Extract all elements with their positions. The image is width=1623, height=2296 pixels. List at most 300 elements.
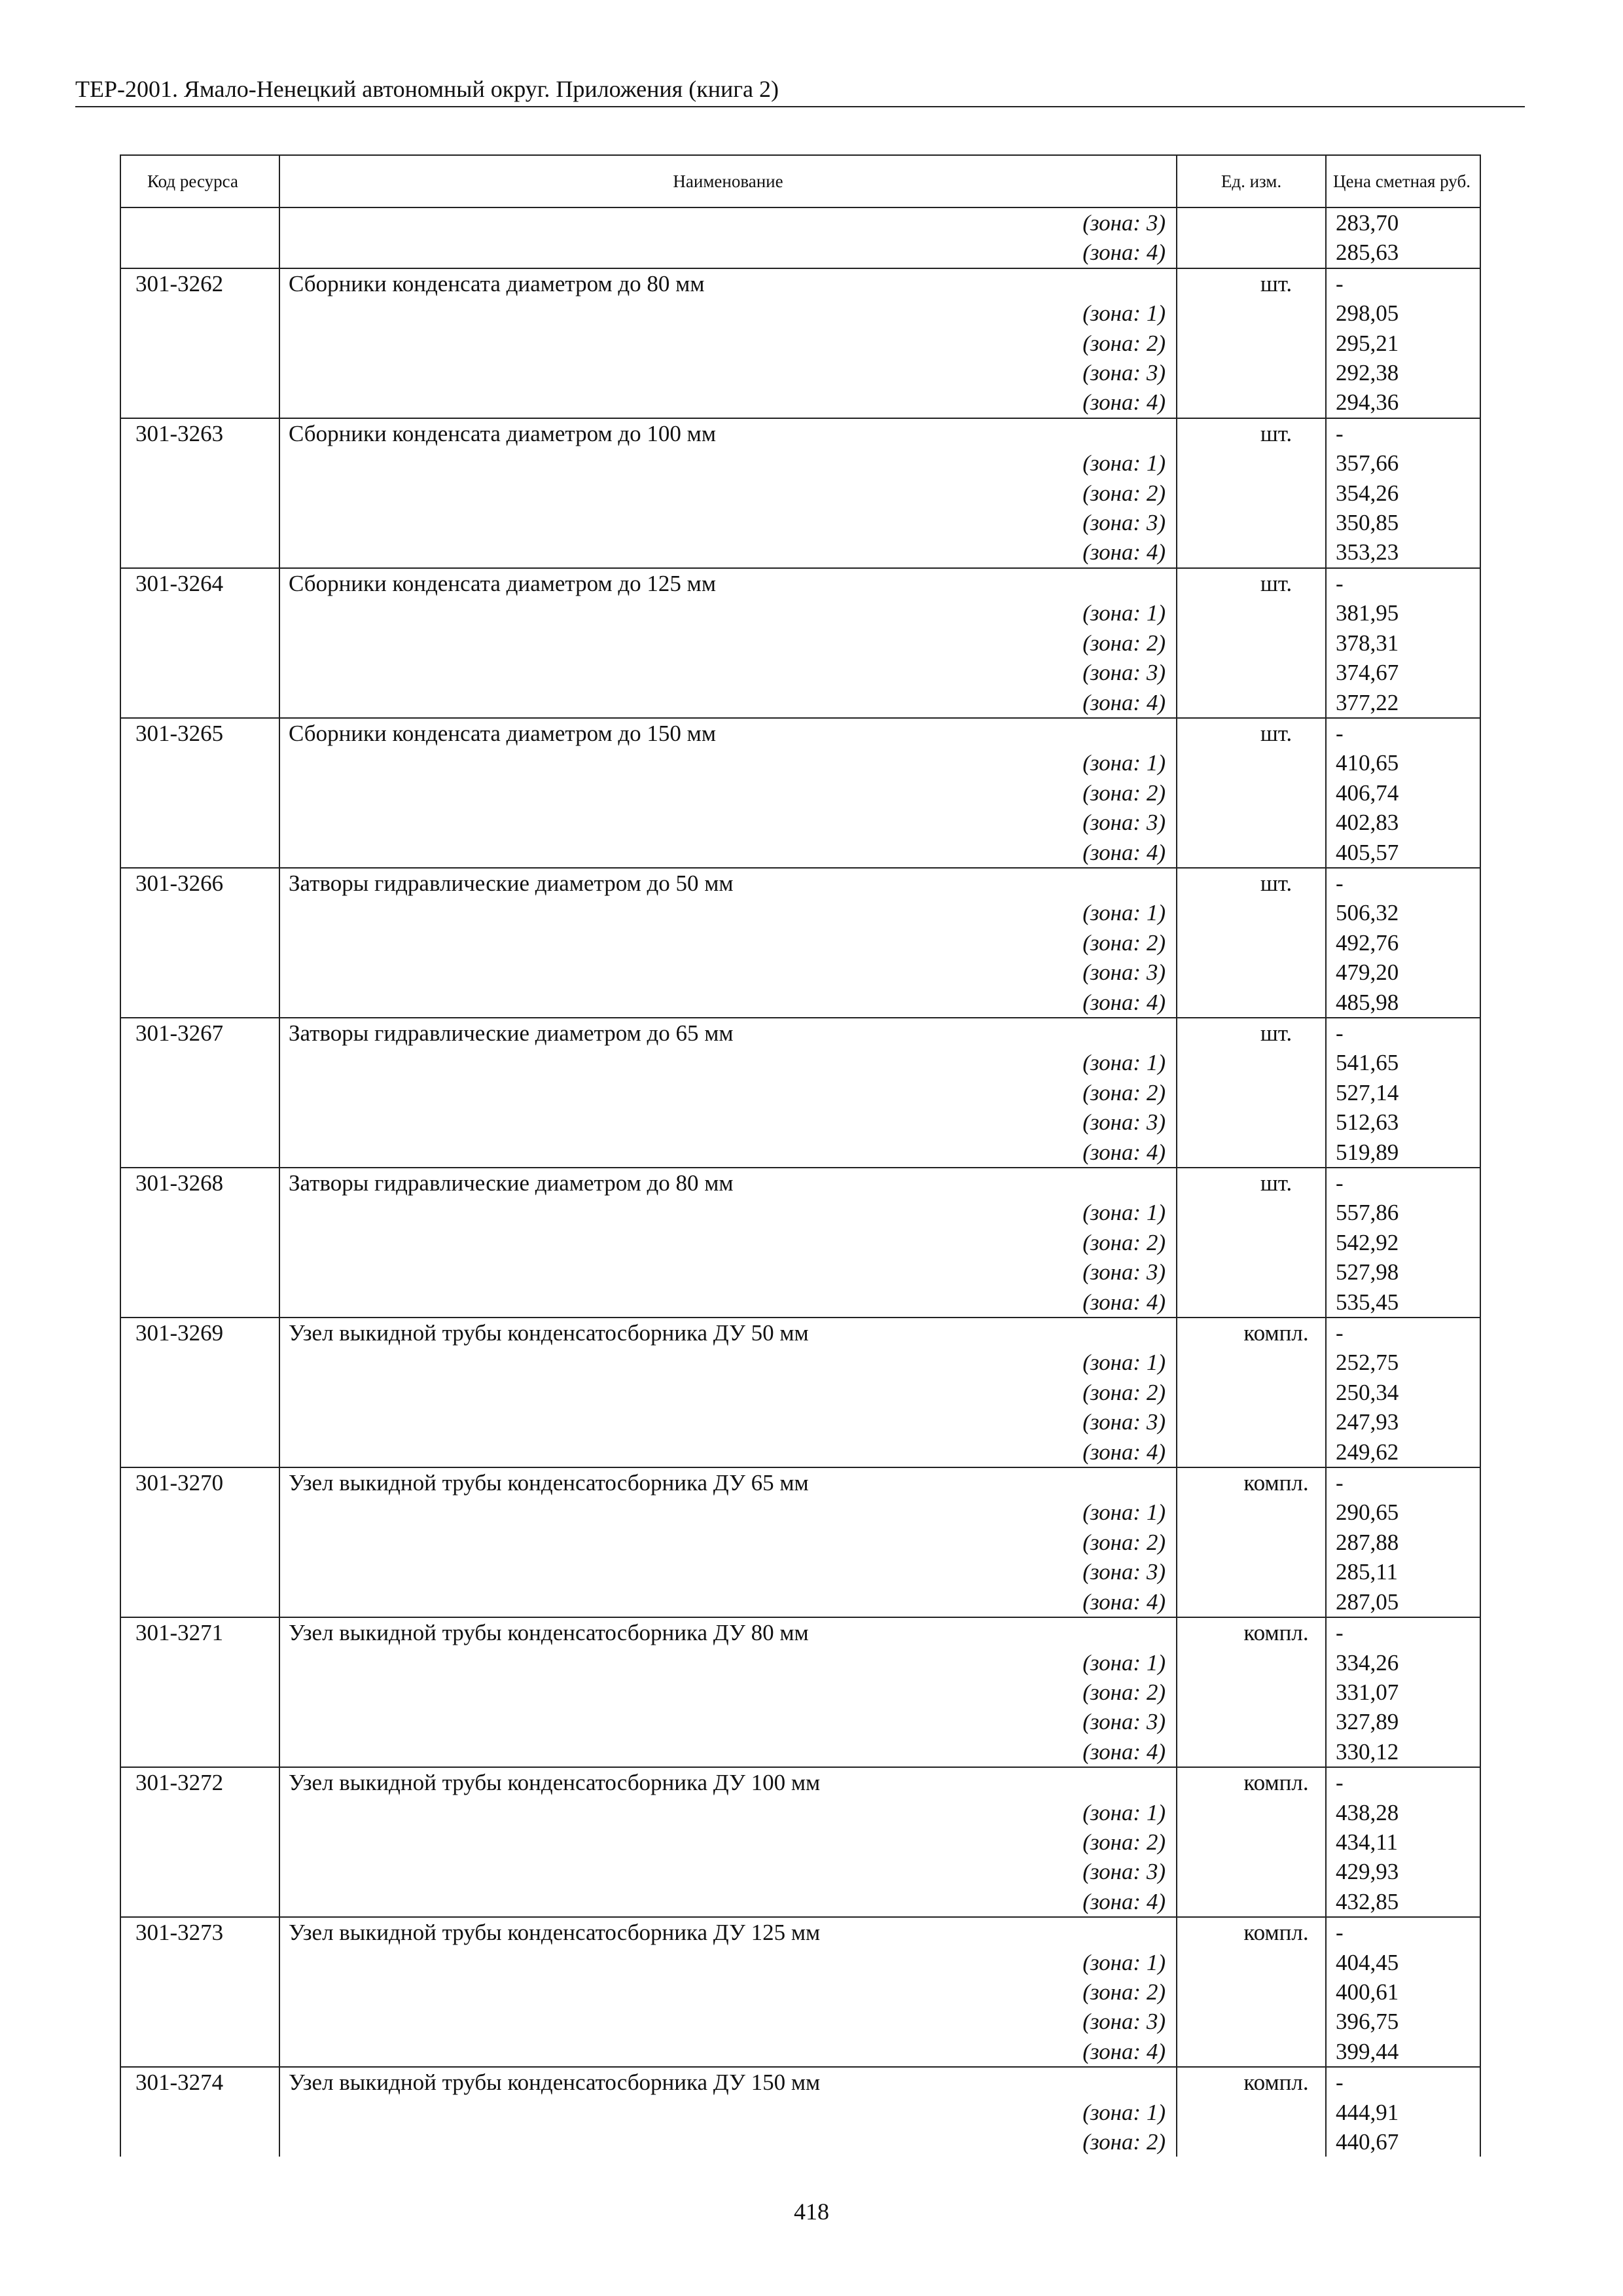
zone-label: (зона: 1) (279, 1198, 1177, 1227)
unit-cell-empty (1177, 928, 1326, 958)
zone-price: 247,93 (1326, 1407, 1480, 1437)
zone-price: 331,07 (1326, 1677, 1480, 1707)
resource-unit: компл. (1177, 1617, 1326, 1647)
unit-cell-empty (1177, 1498, 1326, 1527)
table-row (120, 418, 1480, 448)
zone-price: 298,05 (1326, 298, 1480, 328)
zone-row (120, 1498, 1480, 1527)
unit-cell-empty (1177, 658, 1326, 687)
zone-price: 542,92 (1326, 1228, 1480, 1257)
resource-code: 301-3263 (120, 418, 279, 448)
unit-cell-empty (1177, 1287, 1326, 1318)
resource-base-price: - (1326, 1617, 1480, 1647)
resource-code: 301-3268 (120, 1168, 279, 1198)
resource-item (120, 268, 1480, 418)
code-cell-empty (120, 598, 279, 628)
zone-price: 527,98 (1326, 1257, 1480, 1287)
code-cell-empty (120, 1648, 279, 1677)
zone-label: (зона: 2) (279, 778, 1177, 808)
zone-row (120, 1348, 1480, 1377)
zone-label: (зона: 3) (279, 1857, 1177, 1886)
zone-label: (зона: 3) (279, 1257, 1177, 1287)
resource-base-price: - (1326, 418, 1480, 448)
unit-cell-empty (1177, 1977, 1326, 2007)
resource-name: Узел выкидной трубы конденсатосборника ДУ 150 мм (279, 2067, 1177, 2097)
zone-price: 432,85 (1326, 1887, 1480, 1917)
zone-label: (зона: 2) (279, 2127, 1177, 2157)
code-cell-empty (120, 2098, 279, 2127)
resource-item (120, 568, 1480, 718)
zone-row (120, 898, 1480, 927)
zone-price: 292,38 (1326, 358, 1480, 387)
unit-cell-empty (1177, 808, 1326, 837)
zone-price: 557,86 (1326, 1198, 1480, 1227)
zone-price: 381,95 (1326, 598, 1480, 628)
unit-cell-empty (1177, 508, 1326, 537)
zone-label: (зона: 2) (279, 478, 1177, 508)
unit-cell-empty (1177, 1887, 1326, 1917)
resource-code: 301-3269 (120, 1318, 279, 1348)
header-code: Код ресурса (120, 155, 279, 207)
table-row (120, 868, 1480, 898)
zone-label: (зона: 4) (279, 1737, 1177, 1767)
zone-row (120, 778, 1480, 808)
resource-code: 301-3274 (120, 2067, 279, 2097)
resource-name: Затворы гидравлические диаметром до 50 мм (279, 868, 1177, 898)
zone-row (120, 1138, 1480, 1168)
zone-price: 506,32 (1326, 898, 1480, 927)
resource-unit: шт. (1177, 1168, 1326, 1198)
unit-cell-empty (1177, 1198, 1326, 1227)
resource-item (120, 1917, 1480, 2067)
code-cell-empty (120, 1437, 279, 1467)
zone-row (120, 478, 1480, 508)
zone-row (120, 1287, 1480, 1318)
unit-cell-empty (1177, 1437, 1326, 1467)
code-cell-empty (120, 898, 279, 927)
unit-cell-empty (1177, 1737, 1326, 1767)
code-cell-empty (120, 958, 279, 987)
resource-item (120, 1018, 1480, 1168)
zone-price: 353,23 (1326, 537, 1480, 567)
unit-cell-empty (1177, 2127, 1326, 2157)
table-row (120, 2067, 1480, 2097)
zone-row (120, 238, 1480, 268)
code-cell-empty (120, 1138, 279, 1168)
resource-base-price: - (1326, 268, 1480, 298)
resource-base-price: - (1326, 1318, 1480, 1348)
resource-name: Сборники конденсата диаметром до 150 мм (279, 718, 1177, 748)
zone-row (120, 628, 1480, 658)
zone-price: 287,88 (1326, 1528, 1480, 1557)
table-row (120, 568, 1480, 598)
zone-label: (зона: 2) (279, 1677, 1177, 1707)
code-cell-empty (120, 628, 279, 658)
zone-row (120, 387, 1480, 418)
zone-row (120, 2127, 1480, 2157)
code-cell-empty (120, 1948, 279, 1977)
resource-unit: компл. (1177, 2067, 1326, 2097)
zone-label: (зона: 4) (279, 838, 1177, 868)
zone-label: (зона: 1) (279, 1948, 1177, 1977)
table-row (120, 1018, 1480, 1048)
code-cell-empty (120, 329, 279, 358)
unit-cell-empty (1177, 1857, 1326, 1886)
code-cell-empty (120, 537, 279, 567)
zone-row (120, 1257, 1480, 1287)
zone-price: 252,75 (1326, 1348, 1480, 1377)
unit-cell-empty (1177, 387, 1326, 418)
resource-name: Узел выкидной трубы конденсатосборника ДУ 80 мм (279, 1617, 1177, 1647)
zone-row (120, 1078, 1480, 1107)
code-cell-empty (120, 478, 279, 508)
code-cell-empty (120, 2127, 279, 2157)
zone-row (120, 838, 1480, 868)
zone-price: 396,75 (1326, 2007, 1480, 2036)
zone-price: 434,11 (1326, 1827, 1480, 1857)
resource-code: 301-3273 (120, 1917, 279, 1947)
zone-label: (зона: 3) (279, 958, 1177, 987)
page-number: 418 (794, 2198, 829, 2225)
unit-cell-empty (1177, 448, 1326, 478)
unit-cell-empty (1177, 1707, 1326, 1736)
resource-base-price: - (1326, 568, 1480, 598)
unit-cell-empty (1177, 958, 1326, 987)
code-cell-empty (120, 448, 279, 478)
zone-price: 479,20 (1326, 958, 1480, 987)
zone-row (120, 1798, 1480, 1827)
unit-cell-empty (1177, 988, 1326, 1018)
resource-name: Узел выкидной трубы конденсатосборника ДУ 100 мм (279, 1767, 1177, 1797)
zone-row (120, 2098, 1480, 2127)
zone-label: (зона: 1) (279, 2098, 1177, 2127)
code-cell-empty (120, 298, 279, 328)
code-cell-empty (120, 688, 279, 718)
zone-row (120, 1407, 1480, 1437)
header-price: Цена сметная руб. (1326, 155, 1480, 207)
zone-label: (зона: 4) (279, 2037, 1177, 2067)
code-cell-empty (120, 1107, 279, 1137)
zone-label: (зона: 2) (279, 628, 1177, 658)
zone-row (120, 1198, 1480, 1227)
zone-price: 429,93 (1326, 1857, 1480, 1886)
zone-label: (зона: 3) (279, 1407, 1177, 1437)
code-cell-empty (120, 1498, 279, 1527)
resource-item (120, 1467, 1480, 1617)
table-row (120, 1917, 1480, 1947)
unit-cell-empty (1177, 537, 1326, 567)
resource-item (120, 1767, 1480, 1917)
resource-base-price: - (1326, 1767, 1480, 1797)
zone-label: (зона: 2) (279, 1078, 1177, 1107)
resource-base-price: - (1326, 1467, 1480, 1498)
zone-row (120, 1648, 1480, 1677)
unit-cell-empty (1177, 1348, 1326, 1377)
resource-unit: шт. (1177, 718, 1326, 748)
zone-row (120, 508, 1480, 537)
table-row (120, 268, 1480, 298)
unit-cell-empty (1177, 358, 1326, 387)
resource-unit: компл. (1177, 1318, 1326, 1348)
zone-label: (зона: 4) (279, 238, 1177, 268)
code-cell-empty (120, 1228, 279, 1257)
unit-cell-empty (1177, 778, 1326, 808)
code-cell-empty (120, 1827, 279, 1857)
zone-row (120, 1048, 1480, 1077)
zone-label: (зона: 4) (279, 1138, 1177, 1168)
zone-label: (зона: 1) (279, 448, 1177, 478)
zone-label: (зона: 2) (279, 1827, 1177, 1857)
zone-price: 294,36 (1326, 387, 1480, 418)
resource-unit: компл. (1177, 1767, 1326, 1797)
zone-label: (зона: 1) (279, 898, 1177, 927)
table-row (120, 1767, 1480, 1797)
resource-base-price: - (1326, 718, 1480, 748)
zone-label: (зона: 2) (279, 1228, 1177, 1257)
zone-row (120, 1948, 1480, 1977)
resource-name: Сборники конденсата диаметром до 80 мм (279, 268, 1177, 298)
code-cell-empty (120, 1737, 279, 1767)
resource-base-price: - (1326, 2067, 1480, 2097)
zone-price: 374,67 (1326, 658, 1480, 687)
code-cell-empty (120, 387, 279, 418)
table-row (120, 718, 1480, 748)
zone-price: 378,31 (1326, 628, 1480, 658)
resource-name: Затворы гидравлические диаметром до 65 мм (279, 1018, 1177, 1048)
code-cell-empty (120, 1078, 279, 1107)
resource-unit: компл. (1177, 1467, 1326, 1498)
running-header: ТЕР-2001. Ямало-Ненецкий автономный округ. Приложения (книга 2) (75, 73, 1525, 107)
zone-price: 406,74 (1326, 778, 1480, 808)
zone-row (120, 988, 1480, 1018)
resource-code: 301-3264 (120, 568, 279, 598)
code-cell-empty (120, 748, 279, 778)
unit-cell-empty (1177, 1407, 1326, 1437)
zone-label: (зона: 3) (279, 508, 1177, 537)
unit-cell-empty (1177, 1048, 1326, 1077)
unit-cell-empty (1177, 478, 1326, 508)
table-row (120, 1467, 1480, 1498)
zone-row (120, 329, 1480, 358)
code-cell-empty (120, 808, 279, 837)
code-cell-empty (120, 358, 279, 387)
header-name: Наименование (279, 155, 1177, 207)
resource-base-price: - (1326, 1168, 1480, 1198)
unit-cell-empty (1177, 1587, 1326, 1617)
code-cell-empty (120, 1287, 279, 1318)
code-cell-empty (120, 1257, 279, 1287)
zone-label: (зона: 1) (279, 1498, 1177, 1527)
zone-price: 334,26 (1326, 1648, 1480, 1677)
zone-label: (зона: 4) (279, 537, 1177, 567)
code-cell-empty (120, 508, 279, 537)
code-cell-empty (120, 1798, 279, 1827)
zone-label: (зона: 4) (279, 1587, 1177, 1617)
zone-price: 377,22 (1326, 688, 1480, 718)
zone-price: 535,45 (1326, 1287, 1480, 1318)
code-cell-empty (120, 928, 279, 958)
zone-label: (зона: 1) (279, 1048, 1177, 1077)
zone-label: (зона: 2) (279, 1977, 1177, 2007)
code-cell-empty (120, 778, 279, 808)
zone-row (120, 2007, 1480, 2036)
zone-row (120, 958, 1480, 987)
table-row (120, 1318, 1480, 1348)
price-table (120, 154, 1481, 2157)
code-cell-empty (120, 1407, 279, 1437)
zone-label: (зона: 4) (279, 1437, 1177, 1467)
zone-price: 290,65 (1326, 1498, 1480, 1527)
resource-item (120, 868, 1480, 1018)
zone-price: 440,67 (1326, 2127, 1480, 2157)
zone-price: 405,57 (1326, 838, 1480, 868)
zone-row (120, 658, 1480, 687)
unit-cell-empty (1177, 1798, 1326, 1827)
zone-price: 327,89 (1326, 1707, 1480, 1736)
code-cell-empty (120, 1707, 279, 1736)
zone-price: 541,65 (1326, 1048, 1480, 1077)
resource-code: 301-3266 (120, 868, 279, 898)
unit-cell-empty (1177, 1107, 1326, 1137)
zone-label: (зона: 3) (279, 1107, 1177, 1137)
zone-label: (зона: 4) (279, 988, 1177, 1018)
zone-row (120, 448, 1480, 478)
zone-price: 354,26 (1326, 478, 1480, 508)
resource-item (120, 1617, 1480, 1767)
zone-price: 402,83 (1326, 808, 1480, 837)
unit-cell-empty (1177, 207, 1326, 238)
zone-row (120, 598, 1480, 628)
resource-base-price: - (1326, 1917, 1480, 1947)
unit-cell-empty (1177, 1948, 1326, 1977)
unit-cell-empty (1177, 238, 1326, 268)
zone-price: 519,89 (1326, 1138, 1480, 1168)
resource-code: 301-3271 (120, 1617, 279, 1647)
unit-cell-empty (1177, 1228, 1326, 1257)
resource-code: 301-3262 (120, 268, 279, 298)
zone-row (120, 1228, 1480, 1257)
resource-item (120, 718, 1480, 868)
resource-item (120, 1168, 1480, 1318)
zone-row (120, 1827, 1480, 1857)
resource-name: Сборники конденсата диаметром до 100 мм (279, 418, 1177, 448)
zone-price: 512,63 (1326, 1107, 1480, 1137)
resource-name: Сборники конденсата диаметром до 125 мм (279, 568, 1177, 598)
header-unit: Ед. изм. (1177, 155, 1326, 207)
code-cell-empty (120, 838, 279, 868)
resource-name: Затворы гидравлические диаметром до 80 мм (279, 1168, 1177, 1198)
zone-label: (зона: 2) (279, 928, 1177, 958)
zone-label: (зона: 1) (279, 298, 1177, 328)
code-cell-empty (120, 1528, 279, 1557)
code-cell-empty (120, 207, 279, 238)
code-cell-empty (120, 658, 279, 687)
unit-cell-empty (1177, 1677, 1326, 1707)
zone-price: 444,91 (1326, 2098, 1480, 2127)
unit-cell-empty (1177, 688, 1326, 718)
zone-row (120, 1887, 1480, 1917)
resource-unit: шт. (1177, 418, 1326, 448)
code-cell-empty (120, 1977, 279, 2007)
unit-cell-empty (1177, 329, 1326, 358)
unit-cell-empty (1177, 898, 1326, 927)
table-row (120, 1168, 1480, 1198)
code-cell-empty (120, 238, 279, 268)
zone-price: 485,98 (1326, 988, 1480, 1018)
zone-label: (зона: 4) (279, 1287, 1177, 1318)
zone-price: 285,63 (1326, 238, 1480, 268)
zone-row (120, 1587, 1480, 1617)
zone-row (120, 2037, 1480, 2067)
unit-cell-empty (1177, 1528, 1326, 1557)
zone-row (120, 1977, 1480, 2007)
zone-price: 350,85 (1326, 508, 1480, 537)
unit-cell-empty (1177, 1138, 1326, 1168)
unit-cell-empty (1177, 598, 1326, 628)
zone-price: 399,44 (1326, 2037, 1480, 2067)
continuation-rows (120, 207, 1480, 268)
zone-price: 400,61 (1326, 1977, 1480, 2007)
zone-label: (зона: 1) (279, 1798, 1177, 1827)
zone-price: 283,70 (1326, 207, 1480, 238)
code-cell-empty (120, 988, 279, 1018)
zone-price: 250,34 (1326, 1378, 1480, 1407)
zone-price: 438,28 (1326, 1798, 1480, 1827)
unit-cell-empty (1177, 1827, 1326, 1857)
resource-name: Узел выкидной трубы конденсатосборника ДУ 125 мм (279, 1917, 1177, 1947)
resource-code: 301-3272 (120, 1767, 279, 1797)
zone-label: (зона: 3) (279, 1707, 1177, 1736)
code-cell-empty (120, 1378, 279, 1407)
code-cell-empty (120, 1198, 279, 1227)
zone-row (120, 537, 1480, 567)
code-cell-empty (120, 1348, 279, 1377)
unit-cell-empty (1177, 1078, 1326, 1107)
zone-price: 410,65 (1326, 748, 1480, 778)
zone-row (120, 207, 1480, 238)
zone-price: 295,21 (1326, 329, 1480, 358)
zone-price: 287,05 (1326, 1587, 1480, 1617)
zone-label: (зона: 3) (279, 1557, 1177, 1587)
resource-name: Узел выкидной трубы конденсатосборника ДУ 50 мм (279, 1318, 1177, 1348)
unit-cell-empty (1177, 748, 1326, 778)
code-cell-empty (120, 1887, 279, 1917)
zone-row (120, 1107, 1480, 1137)
zone-row (120, 1737, 1480, 1767)
zone-row (120, 1528, 1480, 1557)
zone-price: 249,62 (1326, 1437, 1480, 1467)
zone-price: 492,76 (1326, 928, 1480, 958)
zone-row (120, 1677, 1480, 1707)
zone-row (120, 928, 1480, 958)
unit-cell-empty (1177, 1648, 1326, 1677)
resource-item (120, 418, 1480, 568)
zone-label: (зона: 3) (279, 207, 1177, 238)
resource-name: Узел выкидной трубы конденсатосборника ДУ 65 мм (279, 1467, 1177, 1498)
zone-price: 357,66 (1326, 448, 1480, 478)
resource-unit: шт. (1177, 568, 1326, 598)
unit-cell-empty (1177, 2037, 1326, 2067)
resource-unit: шт. (1177, 1018, 1326, 1048)
zone-row (120, 748, 1480, 778)
zone-row (120, 298, 1480, 328)
zone-row (120, 358, 1480, 387)
zone-label: (зона: 1) (279, 1348, 1177, 1377)
zone-price: 527,14 (1326, 1078, 1480, 1107)
zone-row (120, 1557, 1480, 1587)
zone-label: (зона: 4) (279, 688, 1177, 718)
code-cell-empty (120, 1048, 279, 1077)
